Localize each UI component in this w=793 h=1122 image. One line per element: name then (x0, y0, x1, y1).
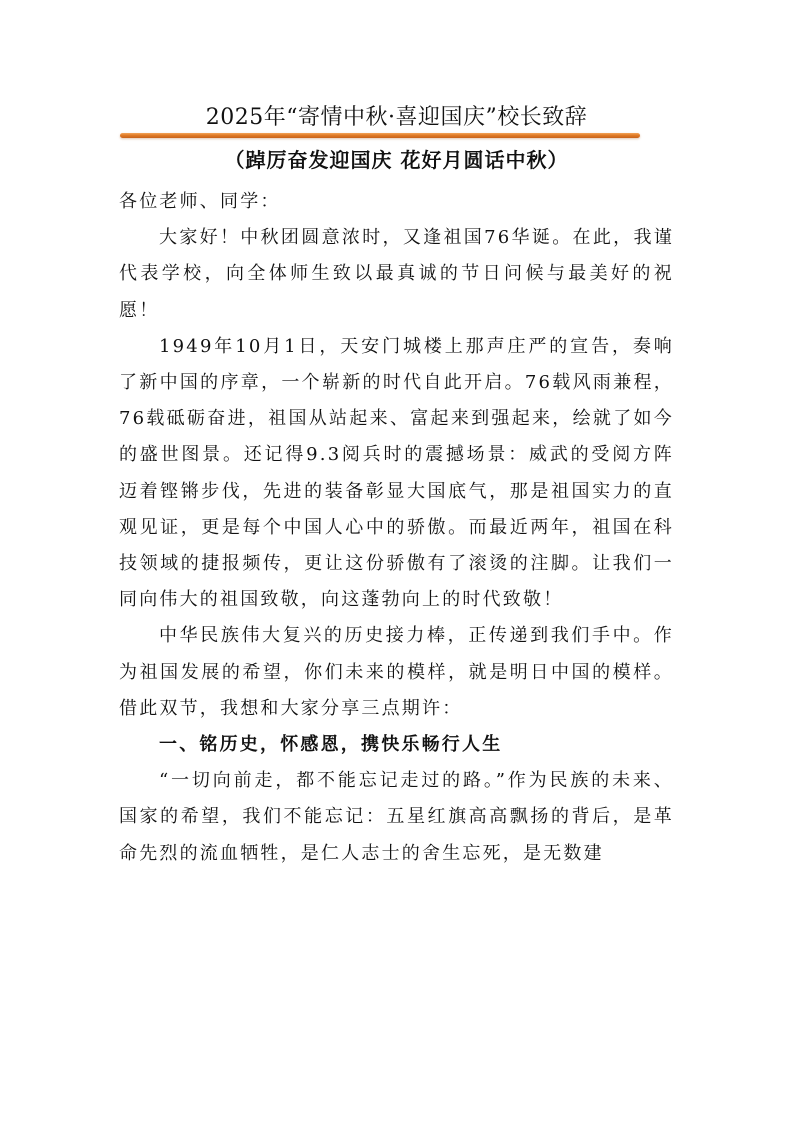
section-heading: 一、铭历史，怀感恩，携快乐畅行人生 (159, 734, 503, 756)
document-body (119, 184, 674, 872)
section-paragraph: “一切向前走，都不能忘记走过的路。”作为民族的未来、国家的希望，我们不能忘记：五星红旗高高飘扬的背后，是革命先烈的流血牺牲，是仁人志士的舍生忘死，是无数建 (119, 770, 674, 864)
document-title: 2025年“寄情中秋·喜迎国庆”校长致辞 (205, 105, 588, 130)
paragraph-3: 中华民族伟大复兴的历史接力棒，正传递到我们手中。作为祖国发展的希望，你们未来的模样，就是明日中国的模样。借此双节，我想和大家分享三点期许： (119, 625, 674, 719)
paragraph-1: 大家好！中秋团圆意浓时，又逢祖国76华诞。在此，我谨代表学校，向全体师生致以最真诚的节日问候与最美好的祝愿！ (119, 227, 674, 321)
title-underline-divider (120, 133, 640, 138)
greeting: 各位老师、同学： (119, 191, 281, 212)
paragraph-2: 1949年10月1日，天安门城楼上那声庄严的宣告，奏响了新中国的序章，一个崭新的时代自此开启。76载风雨兼程，76载砥砺奋进，祖国从站起来、富起来到强起来，绘就了如今的盛世图景。还记得9.3阅兵时的震撼场景：威武的受阅方阵迈着铿锵步伐，先进的装备彰显大国底气，那是祖国实力的直观见证，更是每个中国人心中的骄傲。而最近两年，祖国在科技领域的捷报频传，更让这份骄傲有了滚烫的注脚。让我们一同向伟大的祖国致敬，向这蓬勃向上的时代致敬！ (119, 335, 674, 611)
document-subtitle: （踔厉奋发迎国庆 花好月圆话中秋） (224, 148, 569, 172)
